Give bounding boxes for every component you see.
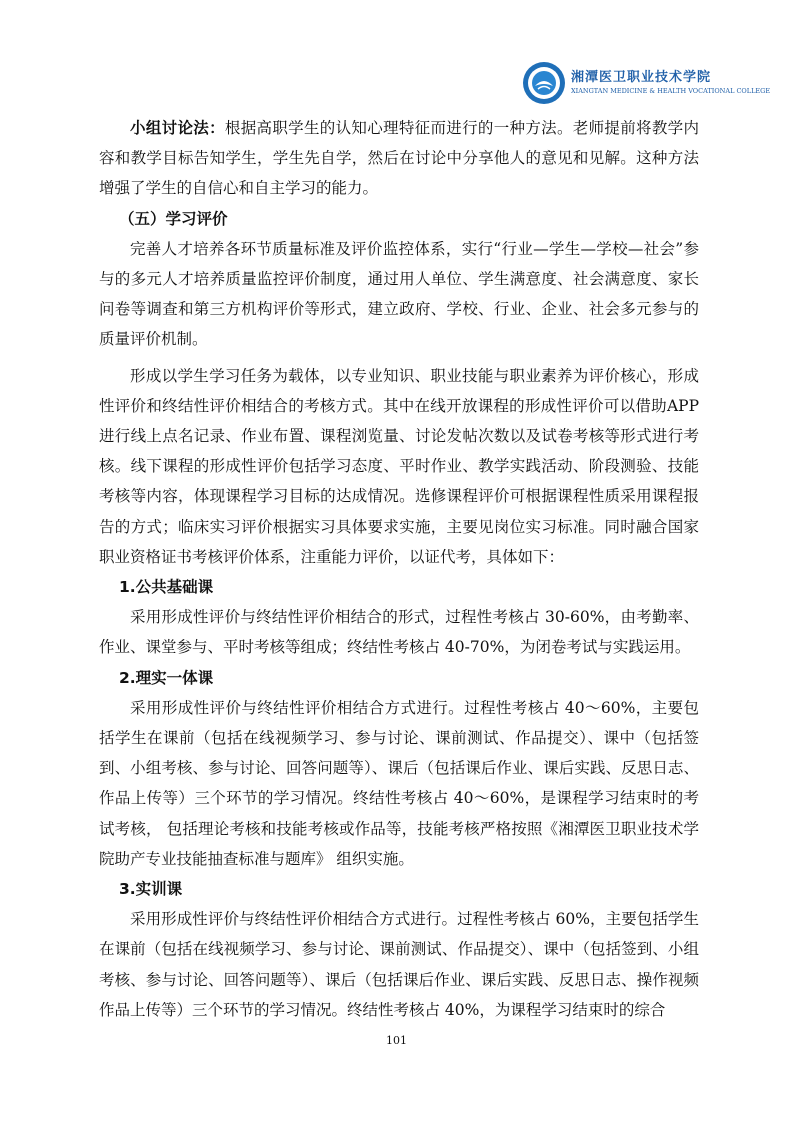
paragraph-assessment-method: 形成以学生学习任务为载体，以专业知识、职业技能与职业素养为评价核心，形成性评价和终结性评价相结合的考核方式。其中在线开放课程的形成性评价可以借助APP进行线上点名记录、作业布置、课程浏览量、讨论发帖次数以及试卷考核等形式进行考核。线下课程的形成性评价包括学习态度、平时作业、教学实践活动、阶段测验、技能考核等内容，体现课程学习目标的达成情况。选修课程评价可根据课程性质采用课程报告的方式；临床实习评价根据实习具体要求实施，主要见岗位实习标准。同时融合国家职业资格证书考核评价体系，注重能力评价，以证代考，具体如下： [99, 366, 699, 566]
page-number: 101 [386, 1034, 407, 1047]
section-heading-learning-evaluation: （五）学习评价 [119, 209, 228, 228]
subheading-integrated-course: 2.理实一体课 [119, 668, 214, 687]
subheading-practical-course: 3.实训课 [119, 880, 183, 899]
paragraph-public-basic-course: 采用形成性评价与终结性评价相结合的形式，过程性考核占 30-60%，由考勤率、作业、课堂参与、平时考核等组成；终结性考核占 40-70%，为闭卷考试与实践运用。 [99, 608, 699, 657]
paragraph-text: 根据高职学生的认知心理特征而进行的一种方法。老师提前将教学内容和教学目标告知学生，学生先自学，然后在讨论中分享他人的意见和见解。这种方法增强了学生的自信心和自主学习的能力。 [99, 119, 699, 198]
paragraph-quality-system: 完善人才培养各环节质量标准及评价监控体系，实行“行业—学生—学校—社会”参与的多元人才培养质量监控评价制度，通过用人单位、学生满意度、社会满意度、家长问卷等调查和第三方机构评价等形式，建立政府、学校、行业、企业、社会多元参与的质量评价机制。 [99, 239, 699, 349]
paragraph-group-discussion [99, 113, 699, 204]
paragraph-integrated-course: 采用形成性评价与终结性评价相结合方式进行。过程性考核占 40～60%，主要包括学生在课前（包括在线视频学习、参与讨论、课前测试、作品提交）、课中（包括签到、小组考核、参与讨论、回答问题等）、课后（包括课后作业、课后实践、反思日志、作品上传等）三个环节的学习情况。终结性考核占 40～60%，是课程学习结束时的考试考核， 包括理论考核和技能考核或作品等，技能考核严格按照《湘潭医卫职业技术学院助产专业技能抽查标准与题库》 组织实施。 [99, 698, 699, 868]
subheading-public-basic-course: 1.公共基础课 [119, 578, 214, 597]
school-logo-icon [521, 60, 567, 106]
paragraph-practical-course: 采用形成性评价与终结性评价相结合方式进行。过程性考核占 60%，主要包括学生在课前（包括在线视频学习、参与讨论、课前测试、作品提交）、课中（包括签到、小组考核、参与讨论、回答问题等）、课后（包括课后作业、课后实践、反思日志、操作视频作品上传等）三个环节的学习情况。终结性考核占 40%，为课程学习结束时的综合 [99, 910, 699, 1019]
page-body [99, 113, 699, 1025]
paragraph-lead: 小组讨论法： [130, 119, 225, 137]
page-header [521, 60, 771, 108]
school-name: 湘潭医卫职业技术学院 [571, 70, 712, 85]
school-name-english: XIANGTAN MEDICINE & HEALTH VOCATIONAL COLLEGE [571, 87, 771, 95]
